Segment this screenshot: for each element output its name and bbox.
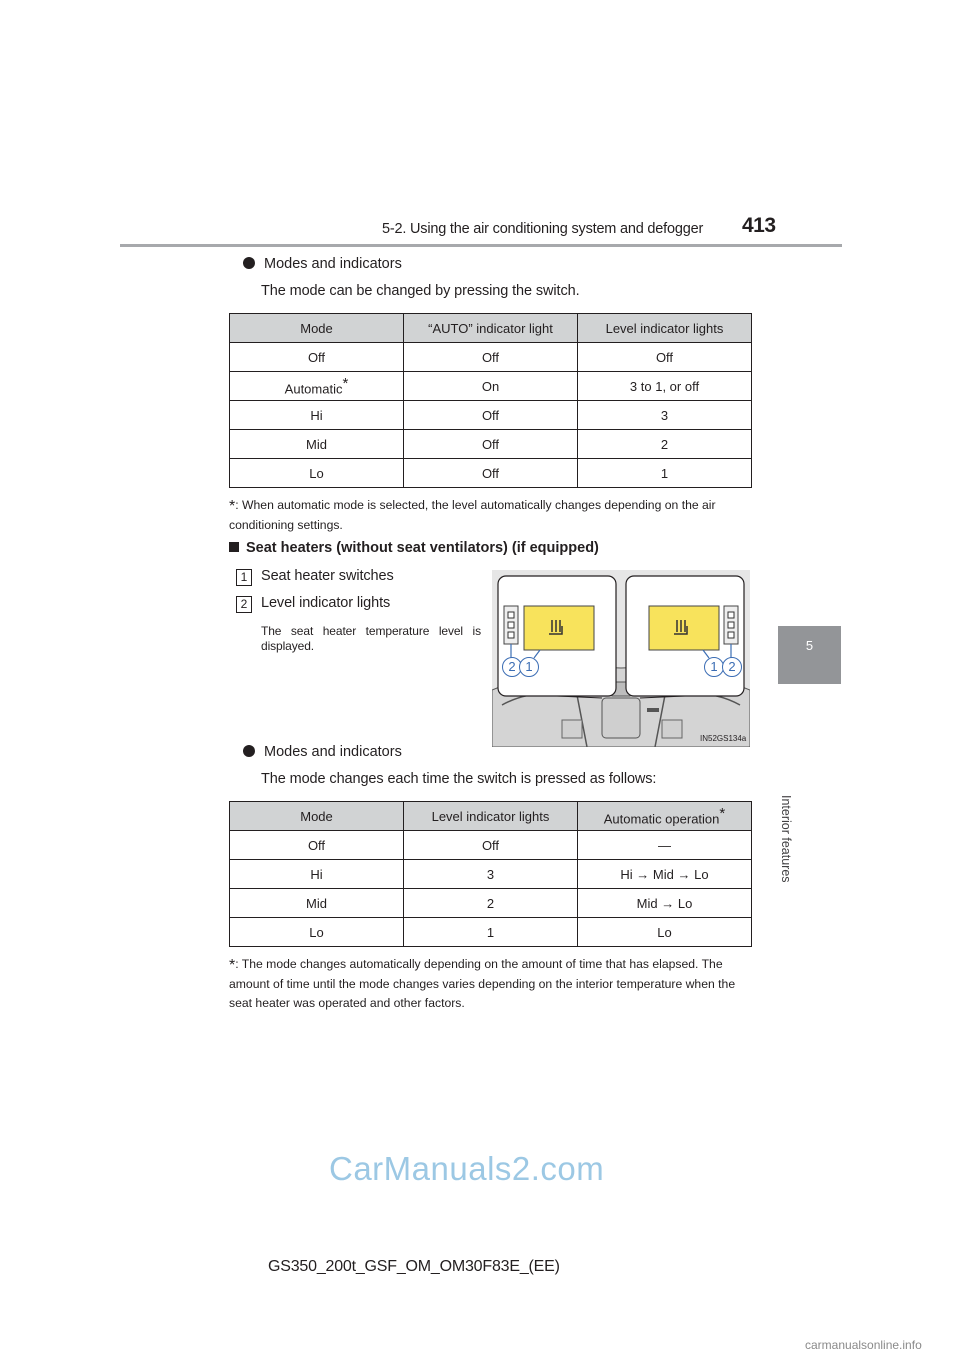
watermark-carmanuals2: CarManuals2.com [329, 1150, 605, 1187]
table-row [230, 430, 752, 459]
table-row [230, 401, 752, 430]
figure-callout-2: 2 [722, 657, 742, 677]
table-row [230, 459, 752, 488]
table-cell: Off [578, 343, 752, 372]
footnote-marker: * [342, 375, 349, 393]
footnote-text: : When automatic mode is selected, the level automatically changes depending on the air conditioning settings. [229, 498, 716, 532]
table-cell: Lo [230, 918, 404, 947]
table-cell: On [404, 372, 578, 401]
page-number: 413 [742, 214, 776, 237]
table-row [230, 372, 752, 401]
table-cell: Mid [230, 889, 404, 918]
section-heading-text: Seat heaters (without seat ventilators) (if equipped) [246, 540, 599, 556]
table-cell: 3 [578, 401, 752, 430]
table-cell: — [578, 831, 752, 860]
modes-intro: The mode changes each time the switch is pressed as follows: [261, 771, 657, 787]
figure-callout-1: 1 [519, 657, 539, 677]
document-code: GS350_200t_GSF_OM_OM30F83E_(EE) [268, 1258, 560, 1275]
table-cell: Off [230, 343, 404, 372]
chapter-tab [778, 626, 841, 684]
table-cell: Lo [230, 459, 404, 488]
modes-bullet-text: Modes and indicators [264, 744, 402, 760]
column-header: Mode [230, 314, 404, 343]
modes-bullet [243, 744, 402, 760]
table-cell: 3 [404, 860, 578, 889]
table-cell: Mid [230, 430, 404, 459]
table-cell [230, 372, 404, 401]
table-row [230, 343, 752, 372]
table-cell: Off [230, 831, 404, 860]
table-row [230, 889, 752, 918]
table-cell: 2 [404, 889, 578, 918]
section-heading [229, 540, 599, 556]
table-header-row [230, 314, 752, 343]
chapter-side-label [779, 720, 813, 883]
footnote-marker: * [229, 498, 236, 515]
modes-intro: The mode can be changed by pressing the switch. [261, 283, 580, 299]
table-cell: Hi [230, 401, 404, 430]
cell-text: Automatic [284, 381, 343, 397]
chapter-title: Interior features [779, 795, 793, 883]
table-row [230, 860, 752, 889]
item-detail: The seat heater temperature level is displayed. [261, 624, 481, 653]
table-row [230, 831, 752, 860]
column-header: Level indicator lights [578, 314, 752, 343]
figure-code: IN52GS134a [700, 734, 747, 743]
item-label: Seat heater switches [261, 568, 394, 584]
column-header: “AUTO” indicator light [404, 314, 578, 343]
column-header: Level indicator lights [404, 802, 578, 831]
table-cell: 1 [578, 459, 752, 488]
table-header-row [230, 802, 752, 831]
callout-badge-2: 2 [236, 596, 252, 613]
table-cell: Hi → Mid → Lo [578, 860, 752, 889]
table-cell: Off [404, 831, 578, 860]
table-cell: Off [404, 430, 578, 459]
chapter-number: 5 [805, 638, 814, 653]
table-cell: 1 [404, 918, 578, 947]
column-header [578, 802, 752, 831]
column-header-text: Automatic operation [603, 811, 720, 827]
table-row [230, 918, 752, 947]
modes-bullet-text: Modes and indicators [264, 256, 402, 272]
section-title: 5-2. Using the air conditioning system and defogger [382, 221, 704, 237]
ventilator-modes-table [229, 313, 752, 488]
seat-heater-modes-table [229, 801, 752, 947]
table-cell: 2 [578, 430, 752, 459]
callout-badge-1: 1 [236, 569, 252, 586]
header-divider [120, 244, 842, 247]
table-cell: Off [404, 401, 578, 430]
table-cell: Off [404, 343, 578, 372]
footnote-marker: * [719, 805, 726, 823]
item-label: Level indicator lights [261, 595, 391, 611]
footnote-text: : The mode changes automatically depending on the amount of time that has elapsed. The amount of time until the mode changes varies depending on the interior temperature when the seat heater was operated and other factors. [229, 957, 736, 1010]
table-cell: 3 to 1, or off [578, 372, 752, 401]
footnote-seat-heater [229, 955, 749, 1013]
table-cell: Lo [578, 918, 752, 947]
figure-callout-2: 2 [502, 657, 522, 677]
modes-bullet [243, 256, 402, 272]
table-cell: Hi [230, 860, 404, 889]
footnote-marker: * [229, 957, 236, 974]
seat-heater-figure [492, 570, 750, 747]
watermark-carmanualsonline: carmanualsonline.info [805, 1338, 922, 1352]
column-header: Mode [230, 802, 404, 831]
footnote-ventilator [229, 496, 749, 535]
table-cell: Off [404, 459, 578, 488]
figure-callout-1: 1 [704, 657, 724, 677]
table-cell: Mid → Lo [578, 889, 752, 918]
